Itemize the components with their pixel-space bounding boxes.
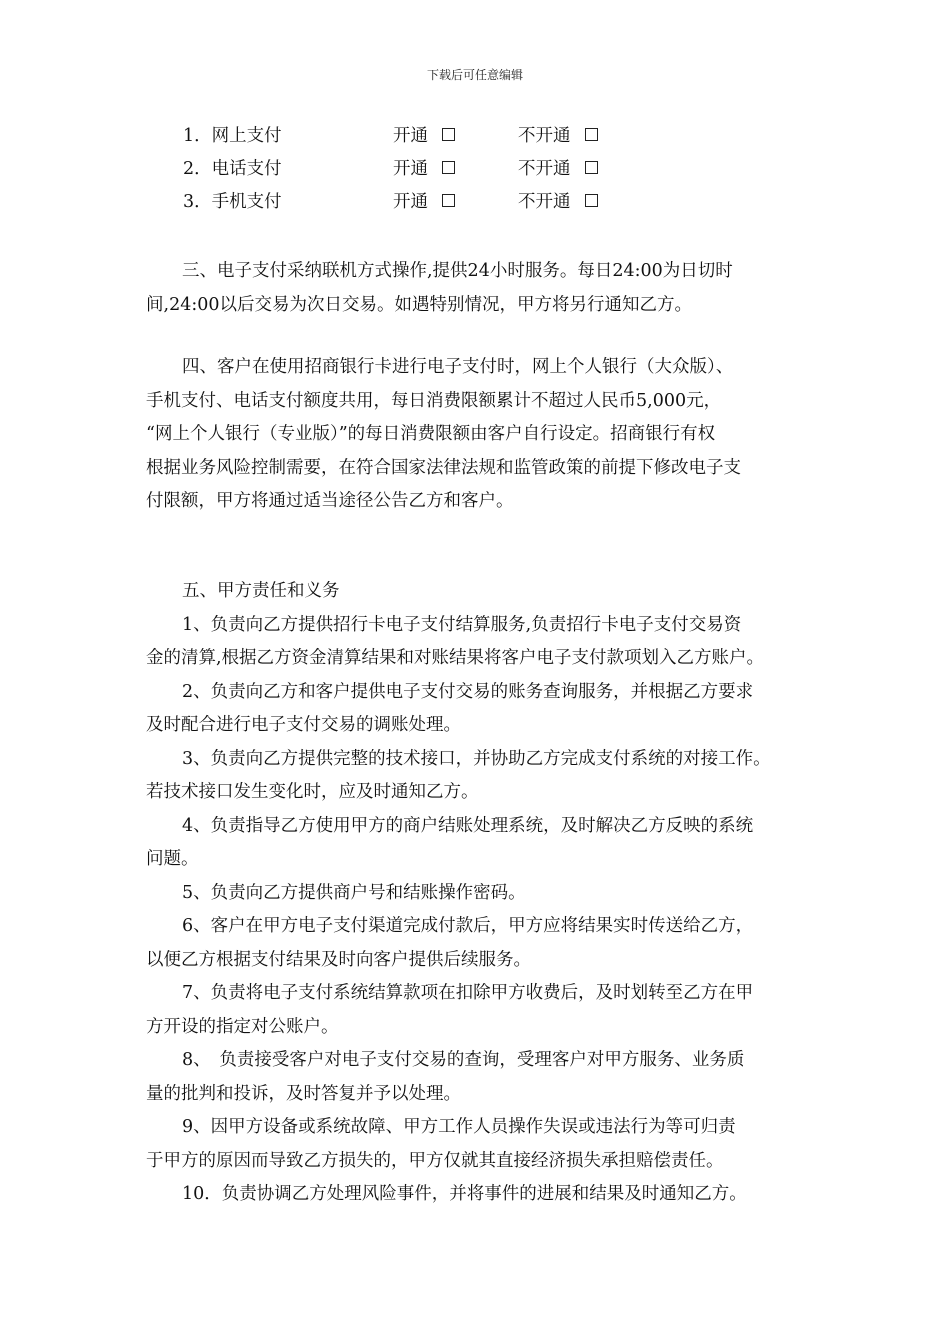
list-item-line: 8、 负责接受客户对电子支付交易的查询，受理客户对甲方服务、业务质 <box>182 1050 745 1070</box>
payment-option-label: 1．网上支付 <box>183 126 282 146</box>
open-option <box>393 188 455 216</box>
list-item-line: 4、负责指导乙方使用甲方的商户结账处理系统，及时解决乙方反映的系统 <box>182 815 754 836</box>
text-line: 间,24:00以后交易为次日交易。如遇特别情况，甲方将另行通知乙方。 <box>146 294 692 315</box>
section-5-title: 五、甲方责任和义务 <box>182 581 340 601</box>
text-line: 手机支付、电话支付额度共用，每日消费限额累计不超过人民币5,000元， <box>146 390 722 411</box>
payment-option-row <box>183 188 623 221</box>
not-open-label: 不开通 <box>518 192 571 212</box>
list-item-line: 问题。 <box>146 849 199 869</box>
list-item-line: 1、负责向乙方提供招行卡电子支付结算服务,负责招行卡电子支付交易资 <box>182 614 742 635</box>
list-item-line: 10．负责协调乙方处理风险事件，并将事件的进展和结果及时通知乙方。 <box>182 1184 747 1204</box>
list-item-line: 方开设的指定对公账户。 <box>146 1016 339 1037</box>
open-label: 开通 <box>393 192 428 212</box>
payment-option-row <box>183 122 623 155</box>
not-open-label: 不开通 <box>518 126 571 146</box>
list-item-line: 于甲方的原因而导致乙方损失的，甲方仅就其直接经济损失承担赔偿责任。 <box>146 1150 724 1171</box>
open-option <box>393 155 455 183</box>
text-line: 四、客户在使用招商银行卡进行电子支付时，网上个人银行（大众版）、 <box>182 357 734 377</box>
list-item-line: 金的清算,根据乙方资金清算结果和对账结果将客户电子支付款项划入乙方账户。 <box>146 648 765 668</box>
not-open-option <box>518 188 598 216</box>
list-item-line: 7、负责将电子支付系统结算款项在扣除甲方收费后，及时划转至乙方在甲 <box>182 983 754 1003</box>
not-open-checkbox[interactable] <box>585 194 598 207</box>
list-item-line: 6、客户在甲方电子支付渠道完成付款后，甲方应将结果实时传送给乙方， <box>182 916 754 936</box>
text-line: “网上个人银行（专业版）”的每日消费限额由客户自行设定。招商银行有权 <box>146 424 716 444</box>
payment-options-list <box>183 122 623 221</box>
text-line: 根据业务风险控制需要，在符合国家法律法规和监管政策的前提下修改电子支 <box>146 457 741 478</box>
open-label: 开通 <box>393 126 428 146</box>
payment-option-row <box>183 155 623 188</box>
list-item-line: 2、负责向乙方和客户提供电子支付交易的账务查询服务，并根据乙方要求 <box>182 681 754 702</box>
not-open-option <box>518 155 598 183</box>
section-5 <box>146 575 811 1212</box>
open-label: 开通 <box>393 159 428 179</box>
open-option <box>393 122 455 150</box>
list-item-line: 及时配合进行电子支付交易的调账处理。 <box>146 715 461 735</box>
not-open-checkbox[interactable] <box>585 161 598 174</box>
list-item-line: 量的批判和投诉，及时答复并予以处理。 <box>146 1083 461 1104</box>
text-line: 三、电子支付采纳联机方式操作,提供24小时服务。每日24:00为日切时 <box>182 261 733 281</box>
list-item-line: 若技术接口发生变化时，应及时通知乙方。 <box>146 782 479 802</box>
list-item-line: 9、因甲方设备或系统故障、甲方工作人员操作失误或违法行为等可归责 <box>182 1117 736 1137</box>
section-4-paragraph <box>146 351 811 519</box>
list-item-line: 以便乙方根据支付结果及时向客户提供后续服务。 <box>146 949 531 970</box>
text-line: 付限额，甲方将通过适当途径公告乙方和客户。 <box>146 491 514 511</box>
payment-option-label: 2．电话支付 <box>183 159 282 179</box>
payment-option-label: 3．手机支付 <box>183 192 282 212</box>
page-header: 下载后可任意编辑 <box>426 68 523 82</box>
not-open-checkbox[interactable] <box>585 128 598 141</box>
open-checkbox[interactable] <box>442 128 455 141</box>
list-item-line: 3、负责向乙方提供完整的技术接口，并协助乙方完成支付系统的对接工作。 <box>182 748 771 769</box>
open-checkbox[interactable] <box>442 161 455 174</box>
section-3-paragraph <box>146 255 811 322</box>
list-item-line: 5、负责向乙方提供商户号和结账操作密码。 <box>182 882 526 903</box>
not-open-label: 不开通 <box>518 159 571 179</box>
open-checkbox[interactable] <box>442 194 455 207</box>
not-open-option <box>518 122 598 150</box>
